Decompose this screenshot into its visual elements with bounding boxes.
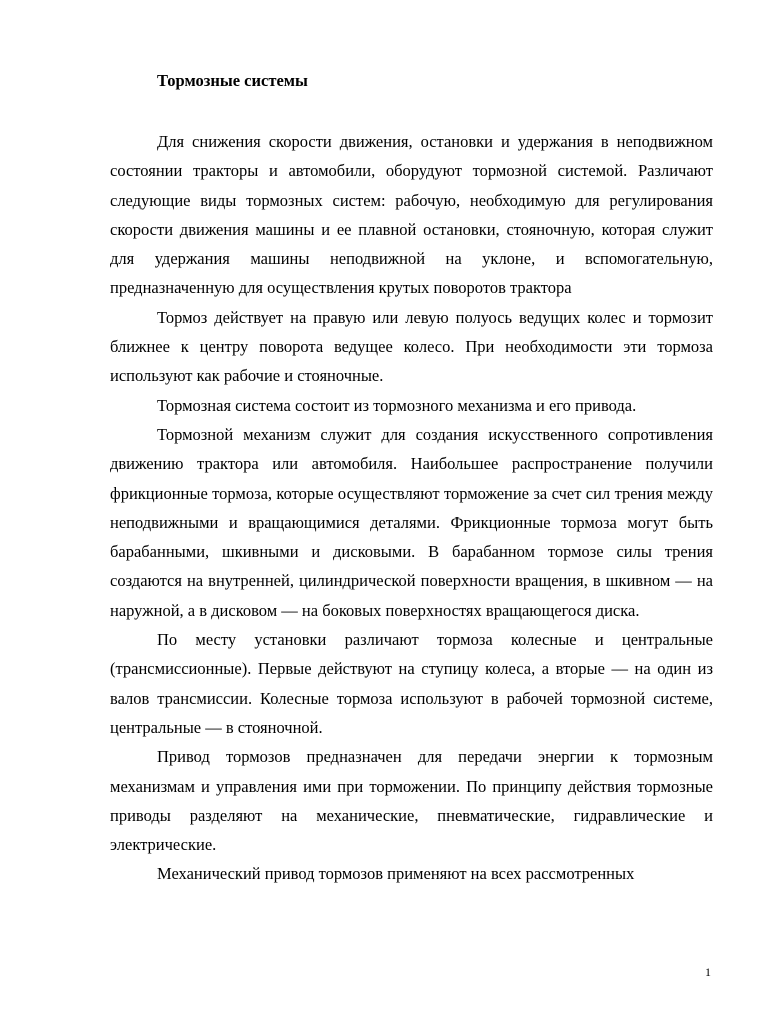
paragraph: По месту установки различают тормоза колесные и центральные (трансмиссионные). Первые действуют на ступицу колеса, а вторые — на один из валов трансмиссии. Колесные тормоза используют в рабочей тормозной системе, центральные — в стояночной. [110,630,713,737]
paragraph: Механический привод тормозов применяют на всех рассмотренных [157,864,635,884]
paragraph: Тормоз действует на правую или левую полуось ведущих колес и тормозит ближнее к центру поворота ведущее колесо. При необходимости эти тормоза используют как рабочие и стояночные. [110,307,713,386]
paragraph: Привод тормозов предназначен для передачи энергии к тормозным механизмам и управления ими при торможении. По принципу действия тормозные приводы разделяют на механические, пневматические, гидравлические и электрические. [110,747,713,855]
paragraph: Тормозная система состоит из тормозного механизма и его привода. [157,395,637,415]
page-number: 1 [705,965,711,979]
paragraph: Для снижения скорости движения, остановки и удержания в неподвижном состоянии тракторы и автомобили, оборудуют тормозной системой. Различают следующие виды тормозных систем: рабочую, необходимую для регулирования скорости движения машины и ее плавной остановки, стояночную, которая служит для удержания машины неподвижной на уклоне, и вспомогательную, предназначенную для осуществления крутых поворотов трактора [110,132,713,298]
document-title: Тормозные системы [157,71,308,90]
document-body [110,127,713,889]
paragraph: Тормозной механизм служит для создания искусственного сопротивления движению трактора или автомобиля. Наибольшее распространение получили фрикционные тормоза, которые осуществляют торможение за счет сил трения между неподвижными и вращающимися деталями. Фрикционные тормоза могут быть барабанными, шкивными и дисковыми. В барабанном тормозе силы трения создаются на внутренней, цилиндрической поверхности вращения, в шкивном — на наружной, а в дисковом — на боковых поверхностях вращающегося диска. [110,424,713,620]
